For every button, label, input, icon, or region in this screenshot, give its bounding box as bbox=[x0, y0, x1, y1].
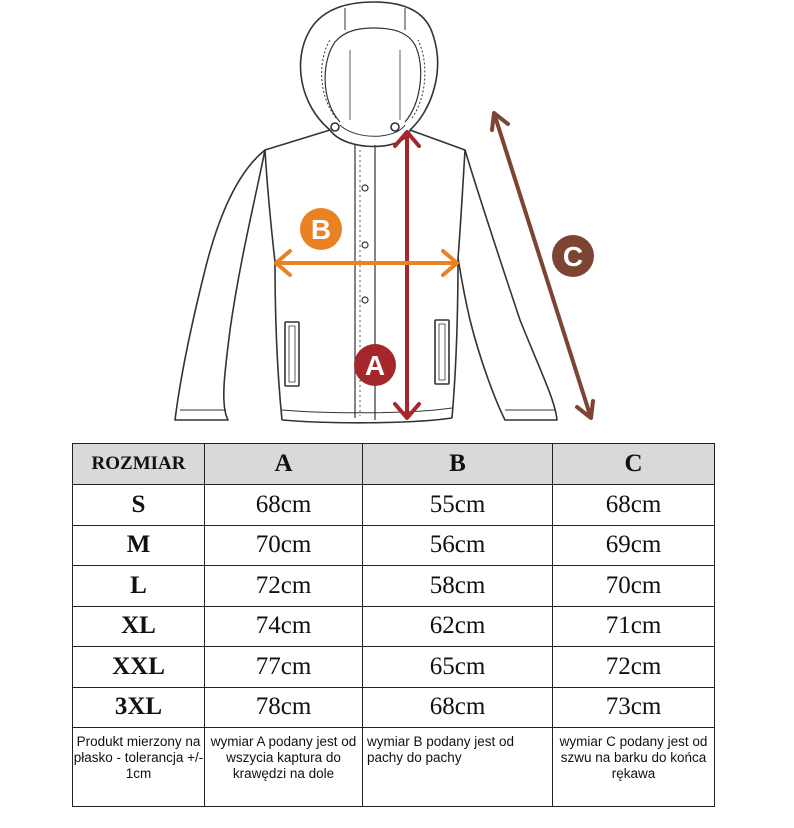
c-cell: 72cm bbox=[553, 647, 715, 688]
a-cell: 78cm bbox=[205, 687, 363, 728]
header-b: B bbox=[363, 444, 553, 485]
c-cell: 73cm bbox=[553, 687, 715, 728]
table-row bbox=[73, 525, 715, 566]
size-cell: 3XL bbox=[73, 687, 205, 728]
c-cell: 68cm bbox=[553, 485, 715, 526]
a-cell: 68cm bbox=[205, 485, 363, 526]
b-cell: 65cm bbox=[363, 647, 553, 688]
b-cell: 58cm bbox=[363, 566, 553, 607]
a-cell: 77cm bbox=[205, 647, 363, 688]
note-a: wymiar A podany jest od wszycia kaptura do krawędzi na dole bbox=[205, 728, 363, 807]
b-cell: 55cm bbox=[363, 485, 553, 526]
size-table bbox=[72, 443, 715, 807]
table-header-row bbox=[73, 444, 715, 485]
note-size: Produkt mierzony na płasko - tolerancja +/- 1cm bbox=[73, 728, 205, 807]
table-row bbox=[73, 647, 715, 688]
b-cell: 56cm bbox=[363, 525, 553, 566]
size-cell: S bbox=[73, 485, 205, 526]
measure-c bbox=[492, 113, 594, 418]
a-cell: 70cm bbox=[205, 525, 363, 566]
b-cell: 68cm bbox=[363, 687, 553, 728]
measure-b bbox=[276, 208, 457, 275]
note-b: wymiar B podany jest od pachy do pachy bbox=[363, 728, 553, 807]
c-cell: 71cm bbox=[553, 606, 715, 647]
header-size: ROZMIAR bbox=[73, 444, 205, 485]
b-cell: 62cm bbox=[363, 606, 553, 647]
size-cell: L bbox=[73, 566, 205, 607]
table-row bbox=[73, 566, 715, 607]
a-cell: 74cm bbox=[205, 606, 363, 647]
table-notes-row bbox=[73, 728, 715, 807]
note-c: wymiar C podany jest od szwu na barku do końca rękawa bbox=[553, 728, 715, 807]
table-row bbox=[73, 606, 715, 647]
table-row bbox=[73, 485, 715, 526]
badge-b-label: B bbox=[310, 214, 332, 245]
header-a: A bbox=[205, 444, 363, 485]
size-cell: M bbox=[73, 525, 205, 566]
c-cell: 70cm bbox=[553, 566, 715, 607]
size-cell: XL bbox=[73, 606, 205, 647]
badge-c-label: C bbox=[562, 241, 584, 272]
measure-a bbox=[354, 132, 419, 418]
header-c: C bbox=[553, 444, 715, 485]
size-cell: XXL bbox=[73, 647, 205, 688]
table-row bbox=[73, 687, 715, 728]
a-cell: 72cm bbox=[205, 566, 363, 607]
badge-a-label: A bbox=[364, 350, 386, 381]
jacket-snaps bbox=[362, 185, 368, 358]
c-cell: 69cm bbox=[553, 525, 715, 566]
